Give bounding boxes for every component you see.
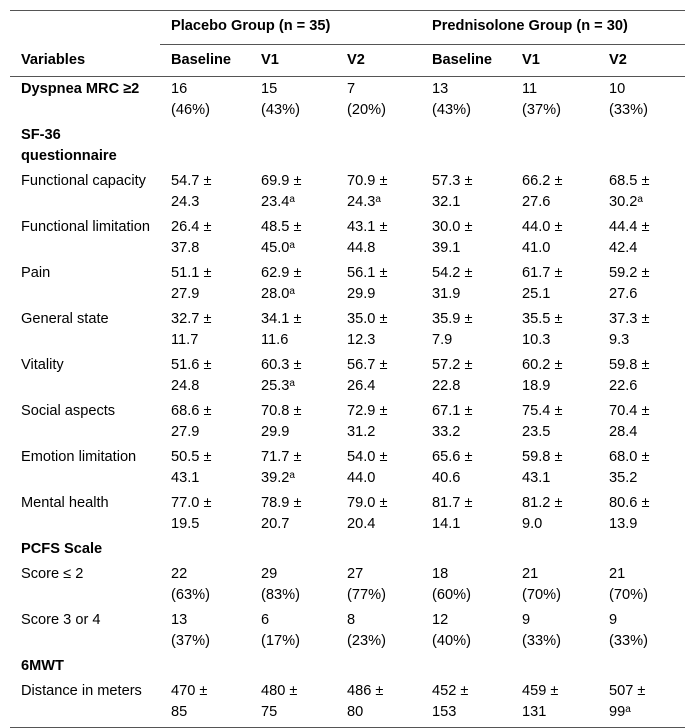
empty-cell: [598, 654, 685, 679]
value-line-2: 20.4: [347, 516, 376, 532]
value-line-1: 21: [609, 566, 626, 582]
value-cell: [421, 215, 511, 261]
value-line-1: 43.1 ±: [347, 219, 388, 235]
table-row: [10, 215, 685, 261]
value-line-1: 75.4 ±: [522, 403, 563, 419]
value-line-2: 19.5: [171, 516, 200, 532]
value-cell: [421, 353, 511, 399]
empty-cell: [160, 123, 250, 169]
value-cell: [598, 215, 685, 261]
value-line-1: 486 ±: [347, 683, 384, 699]
value-line-1: 81.7 ±: [432, 495, 473, 511]
value-cell: [336, 353, 421, 399]
value-line-2: (83%): [261, 587, 300, 603]
value-line-1: 59.8 ±: [522, 449, 563, 465]
value-line-2: (33%): [522, 633, 561, 649]
value-line-1: 78.9 ±: [261, 495, 302, 511]
value-line-2: 27.6: [522, 194, 551, 210]
row-label: Emotion limitation: [21, 449, 137, 465]
value-line-2: 25.1: [522, 286, 551, 302]
value-line-1: 50.5 ±: [171, 449, 212, 465]
placebo-baseline-header: Baseline: [160, 45, 250, 77]
value-line-2: 43.1: [522, 470, 551, 486]
value-line-2: (43%): [432, 102, 471, 118]
value-cell: [336, 215, 421, 261]
value-line-2: 18.9: [522, 378, 551, 394]
section-label: 6MWT: [21, 658, 64, 674]
value-line-1: 57.2 ±: [432, 357, 473, 373]
value-line-2: 24.3: [171, 194, 200, 210]
value-line-1: 16: [171, 81, 188, 97]
value-line-2: (20%): [347, 102, 386, 118]
value-cell: [421, 399, 511, 445]
value-line-1: 54.0 ±: [347, 449, 388, 465]
empty-cell: [336, 537, 421, 562]
value-line-1: 65.6 ±: [432, 449, 473, 465]
value-line-1: 51.6 ±: [171, 357, 212, 373]
value-line-2: 44.8: [347, 240, 376, 256]
footnote-marker: a: [637, 194, 643, 205]
value-line-2: (77%): [347, 587, 386, 603]
value-cell: [160, 261, 250, 307]
prednisolone-baseline-header: Baseline: [421, 45, 511, 77]
value-line-2: 39.1: [432, 240, 461, 256]
row-label: Functional limitation: [21, 219, 150, 235]
value-line-2: 41.0: [522, 240, 551, 256]
row-label: Score ≤ 2: [21, 566, 84, 582]
value-line-2: 25.3: [261, 378, 290, 394]
section-row: [10, 537, 685, 562]
value-cell: [250, 491, 336, 537]
value-line-1: 66.2 ±: [522, 173, 563, 189]
value-line-2: (70%): [609, 587, 648, 603]
value-cell: [160, 77, 250, 124]
value-line-2: 30.2: [609, 194, 638, 210]
value-line-1: 35.5 ±: [522, 311, 563, 327]
value-cell: [511, 77, 598, 124]
value-cell: [250, 445, 336, 491]
value-line-1: 72.9 ±: [347, 403, 388, 419]
value-line-1: 27: [347, 566, 364, 582]
value-cell: [336, 261, 421, 307]
value-cell: [336, 445, 421, 491]
value-line-2: 33.2: [432, 424, 461, 440]
value-line-1: 57.3 ±: [432, 173, 473, 189]
value-cell: [598, 679, 685, 728]
value-cell: [511, 399, 598, 445]
placebo-v1-header: V1: [250, 45, 336, 77]
value-line-1: 77.0 ±: [171, 495, 212, 511]
empty-cell: [250, 537, 336, 562]
table-body: [10, 77, 685, 728]
value-line-1: 9: [522, 612, 531, 628]
value-line-1: 9: [609, 612, 618, 628]
value-cell: [160, 491, 250, 537]
value-cell: [598, 169, 685, 215]
value-cell: [421, 307, 511, 353]
value-cell: [598, 608, 685, 654]
value-cell: [160, 679, 250, 728]
value-line-1: 70.8 ±: [261, 403, 302, 419]
value-line-2: 44.0: [347, 470, 376, 486]
footnote-marker: a: [625, 704, 631, 715]
footnote-marker: a: [289, 470, 295, 481]
value-cell: [598, 261, 685, 307]
value-cell: [336, 399, 421, 445]
row-label: Score 3 or 4: [21, 612, 101, 628]
value-line-2: (40%): [432, 633, 471, 649]
value-line-1: 79.0 ±: [347, 495, 388, 511]
empty-cell: [421, 537, 511, 562]
value-line-1: 71.7 ±: [261, 449, 302, 465]
value-line-1: 67.1 ±: [432, 403, 473, 419]
value-cell: [511, 445, 598, 491]
variables-header: Variables: [10, 11, 160, 77]
prednisolone-group-header: Prednisolone Group (n = 30): [421, 11, 685, 45]
value-line-2: (33%): [609, 102, 648, 118]
value-line-1: 51.1 ±: [171, 265, 212, 281]
value-line-1: 35.9 ±: [432, 311, 473, 327]
value-cell: [160, 169, 250, 215]
value-line-2: 9.3: [609, 332, 630, 348]
value-cell: [160, 445, 250, 491]
value-line-1: 70.9 ±: [347, 173, 388, 189]
row-label: Social aspects: [21, 403, 116, 419]
value-line-2: 29.9: [261, 424, 290, 440]
table-row: [10, 491, 685, 537]
section-row: [10, 123, 685, 169]
value-line-1: 11: [522, 81, 538, 97]
value-line-1: 69.9 ±: [261, 173, 302, 189]
row-label: Vitality: [21, 357, 64, 373]
value-line-1: 37.3 ±: [609, 311, 650, 327]
value-line-1: 60.2 ±: [522, 357, 563, 373]
value-line-1: 459 ±: [522, 683, 559, 699]
value-cell: [421, 679, 511, 728]
value-line-1: 81.2 ±: [522, 495, 563, 511]
value-cell: [336, 77, 421, 124]
value-cell: [421, 261, 511, 307]
value-line-2: 24.3: [347, 194, 376, 210]
empty-cell: [336, 123, 421, 169]
value-cell: [598, 445, 685, 491]
value-cell: [511, 261, 598, 307]
value-line-2: 22.8: [432, 378, 461, 394]
section-row: [10, 654, 685, 679]
value-line-1: 452 ±: [432, 683, 469, 699]
value-line-1: 61.7 ±: [522, 265, 563, 281]
value-cell: [598, 491, 685, 537]
table-row: [10, 608, 685, 654]
empty-cell: [160, 537, 250, 562]
row-label: Distance in meters: [10, 679, 160, 728]
value-cell: [511, 215, 598, 261]
table-row: [10, 399, 685, 445]
value-cell: [250, 353, 336, 399]
value-line-1: 54.7 ±: [171, 173, 212, 189]
value-line-2: (43%): [261, 102, 300, 118]
value-cell: [598, 353, 685, 399]
table-row: [10, 307, 685, 353]
row-label: General state: [21, 311, 109, 327]
value-line-2: (46%): [171, 102, 210, 118]
value-line-1: 48.5 ±: [261, 219, 302, 235]
value-cell: [421, 562, 511, 608]
value-line-2: 10.3: [522, 332, 551, 348]
value-cell: [511, 679, 598, 728]
value-cell: [250, 608, 336, 654]
value-line-2: 40.6: [432, 470, 461, 486]
value-line-1: 13: [432, 81, 449, 97]
value-cell: [421, 608, 511, 654]
value-line-2: 11.7: [171, 332, 199, 348]
value-line-2: 31.2: [347, 424, 376, 440]
value-cell: [511, 353, 598, 399]
value-cell: [336, 608, 421, 654]
value-cell: [598, 562, 685, 608]
value-line-1: 59.8 ±: [609, 357, 650, 373]
value-cell: [160, 215, 250, 261]
value-line-2: 29.9: [347, 286, 376, 302]
value-line-2: 131: [522, 704, 547, 720]
value-cell: [250, 77, 336, 124]
value-cell: [250, 399, 336, 445]
value-line-1: 21: [522, 566, 539, 582]
empty-cell: [421, 123, 511, 169]
value-line-1: 59.2 ±: [609, 265, 650, 281]
value-cell: [336, 679, 421, 728]
empty-cell: [598, 537, 685, 562]
value-cell: [336, 562, 421, 608]
empty-cell: [598, 123, 685, 169]
value-line-2: (33%): [609, 633, 648, 649]
row-label: Dyspnea MRC ≥2: [21, 81, 140, 97]
value-line-2: 14.1: [432, 516, 461, 532]
section-label: PCFS Scale: [21, 541, 103, 557]
row-label: Functional capacity: [21, 173, 146, 189]
value-cell: [250, 215, 336, 261]
value-cell: [160, 399, 250, 445]
prednisolone-v2-header: V2: [598, 45, 685, 77]
value-line-2: (37%): [171, 633, 210, 649]
footnote-marker: a: [289, 194, 295, 205]
value-cell: [598, 399, 685, 445]
value-line-1: 18: [432, 566, 449, 582]
value-line-2: 7.9: [432, 332, 453, 348]
value-line-1: 480 ±: [261, 683, 298, 699]
value-line-1: 32.7 ±: [171, 311, 212, 327]
value-line-1: 54.2 ±: [432, 265, 473, 281]
value-line-2: 23.5: [522, 424, 551, 440]
value-line-2: 22.6: [609, 378, 638, 394]
value-cell: [511, 608, 598, 654]
value-line-1: 22: [171, 566, 188, 582]
table-row: [10, 77, 685, 124]
empty-cell: [511, 537, 598, 562]
footnote-marker: a: [289, 240, 295, 251]
value-line-1: 56.1 ±: [347, 265, 388, 281]
value-line-2: 12.3: [347, 332, 376, 348]
value-line-2: 28.4: [609, 424, 638, 440]
value-line-2: 42.4: [609, 240, 638, 256]
value-cell: [511, 562, 598, 608]
value-line-1: 68.0 ±: [609, 449, 650, 465]
value-line-1: 68.6 ±: [171, 403, 212, 419]
footnote-marker: a: [289, 286, 295, 297]
value-cell: [250, 169, 336, 215]
empty-cell: [250, 123, 336, 169]
value-cell: [598, 307, 685, 353]
value-line-1: 68.5 ±: [609, 173, 650, 189]
row-label: Pain: [21, 265, 51, 281]
value-line-1: 26.4 ±: [171, 219, 212, 235]
value-line-1: 44.0 ±: [522, 219, 563, 235]
value-line-2: 27.9: [171, 286, 200, 302]
value-line-1: 15: [261, 81, 278, 97]
value-line-2: 45.0: [261, 240, 290, 256]
footnote-marker: a: [289, 378, 295, 389]
value-line-2: (70%): [522, 587, 561, 603]
value-cell: [250, 261, 336, 307]
table-row: [10, 562, 685, 608]
value-line-2: 80: [347, 704, 364, 720]
table-row: [10, 445, 685, 491]
value-cell: [160, 608, 250, 654]
value-line-2: (17%): [261, 633, 300, 649]
value-line-2: 23.4: [261, 194, 290, 210]
value-line-2: 9.0: [522, 516, 543, 532]
value-cell: [421, 169, 511, 215]
table-row: [10, 261, 685, 307]
value-line-1: 10: [609, 81, 626, 97]
value-line-1: 60.3 ±: [261, 357, 302, 373]
value-line-1: 44.4 ±: [609, 219, 650, 235]
value-line-1: 35.0 ±: [347, 311, 388, 327]
table-row: [10, 169, 685, 215]
row-label: Mental health: [21, 495, 109, 511]
value-cell: [421, 491, 511, 537]
empty-cell: [511, 123, 598, 169]
value-line-2: 32.1: [432, 194, 461, 210]
value-line-1: 7: [347, 81, 356, 97]
value-line-2: 153: [432, 704, 457, 720]
table-row: [10, 679, 685, 728]
value-line-1: 62.9 ±: [261, 265, 302, 281]
value-line-2: 27.6: [609, 286, 638, 302]
value-line-2: 26.4: [347, 378, 376, 394]
value-cell: [160, 307, 250, 353]
value-line-1: 56.7 ±: [347, 357, 388, 373]
value-cell: [160, 562, 250, 608]
value-line-1: 29: [261, 566, 278, 582]
table-row: [10, 353, 685, 399]
section-label: SF-36 questionnaire: [21, 127, 117, 164]
value-line-1: 470 ±: [171, 683, 208, 699]
value-line-1: 30.0 ±: [432, 219, 473, 235]
value-line-2: 31.9: [432, 286, 461, 302]
value-cell: [421, 445, 511, 491]
value-line-2: 11.6: [261, 332, 289, 348]
value-line-2: 27.9: [171, 424, 200, 440]
value-line-1: 8: [347, 612, 356, 628]
value-line-2: 24.8: [171, 378, 200, 394]
value-cell: [250, 679, 336, 728]
value-cell: [336, 169, 421, 215]
value-line-2: (63%): [171, 587, 210, 603]
value-line-2: 13.9: [609, 516, 638, 532]
value-line-2: (60%): [432, 587, 471, 603]
value-cell: [250, 562, 336, 608]
prednisolone-v1-header: V1: [511, 45, 598, 77]
value-line-1: 12: [432, 612, 449, 628]
value-cell: [336, 491, 421, 537]
value-line-2: 39.2: [261, 470, 290, 486]
value-line-2: 20.7: [261, 516, 290, 532]
empty-cell: [250, 654, 336, 679]
value-line-1: 13: [171, 612, 188, 628]
value-cell: [250, 307, 336, 353]
empty-cell: [160, 654, 250, 679]
placebo-group-header: Placebo Group (n = 35): [160, 11, 421, 45]
value-line-2: 75: [261, 704, 278, 720]
placebo-v2-header: V2: [336, 45, 421, 77]
value-cell: [598, 77, 685, 124]
value-line-2: 35.2: [609, 470, 638, 486]
value-cell: [511, 169, 598, 215]
value-cell: [336, 307, 421, 353]
value-line-1: 34.1 ±: [261, 311, 302, 327]
value-line-2: 28.0: [261, 286, 290, 302]
value-line-1: 6: [261, 612, 270, 628]
empty-cell: [336, 654, 421, 679]
value-cell: [511, 491, 598, 537]
footnote-marker: a: [375, 194, 381, 205]
value-line-2: (37%): [522, 102, 561, 118]
results-table: [10, 10, 685, 728]
value-cell: [160, 353, 250, 399]
value-line-2: (23%): [347, 633, 386, 649]
value-line-1: 80.6 ±: [609, 495, 650, 511]
value-line-2: 85: [171, 704, 188, 720]
empty-cell: [511, 654, 598, 679]
value-line-1: 507 ±: [609, 683, 646, 699]
value-line-2: 99: [609, 704, 626, 720]
value-line-2: 37.8: [171, 240, 200, 256]
value-line-1: 70.4 ±: [609, 403, 650, 419]
empty-cell: [421, 654, 511, 679]
value-line-2: 43.1: [171, 470, 200, 486]
value-cell: [421, 77, 511, 124]
value-cell: [511, 307, 598, 353]
